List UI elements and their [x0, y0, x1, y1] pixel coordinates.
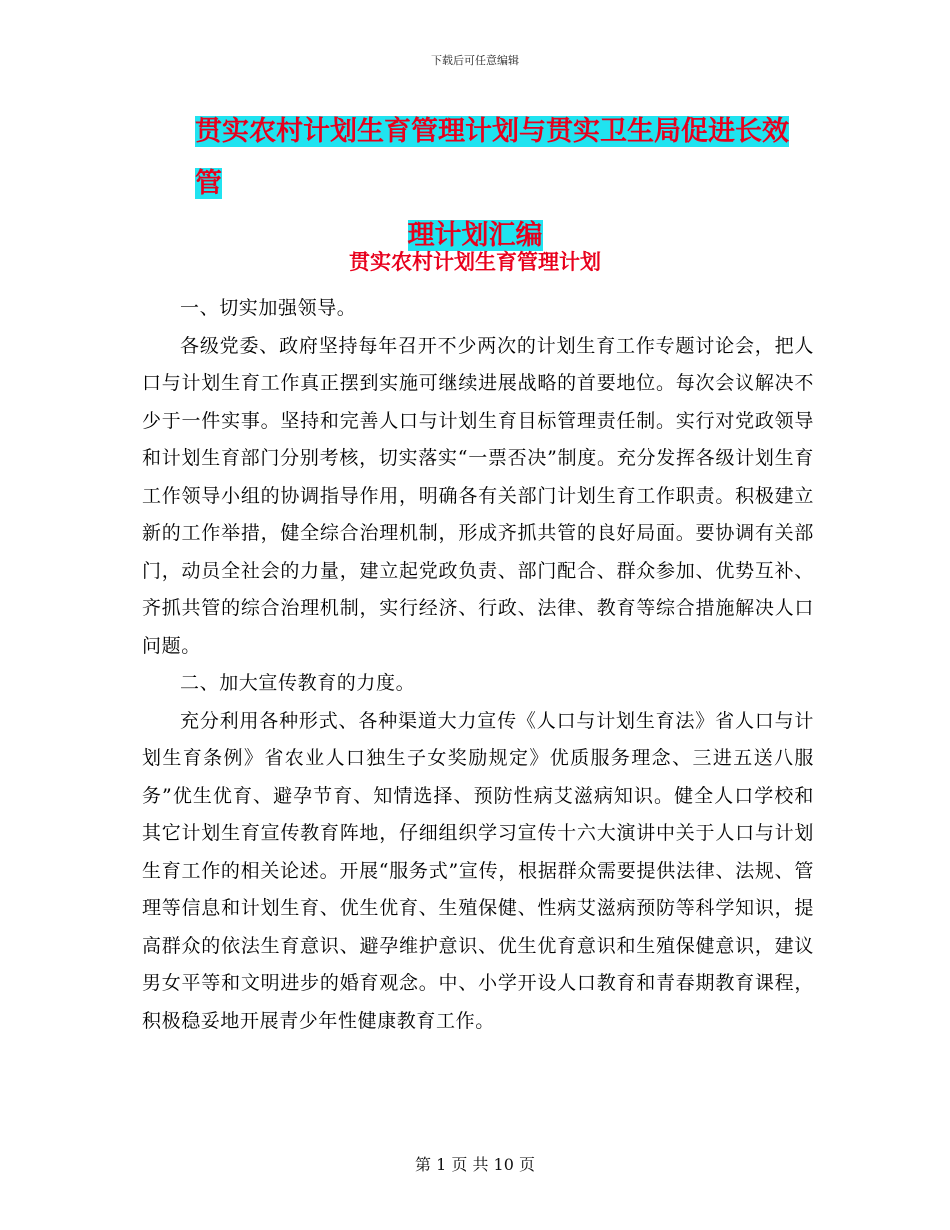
heading-paragraph-2: 二、加大宣传教育的力度。: [180, 672, 416, 694]
heading-paragraph-1: 一、切实加强领导。: [180, 297, 357, 319]
body-paragraph-2: 充分利用各种形式、各种渠道大力宣传《人口与计划生育法》省人口与计划生育条例》省农业人口独生子女奖励规定》优质服务理念、三进五送八服务”优生优育、避孕节育、知情选择、预防性病艾滋病知识。健全人口学校和其它计划生育宣传教育阵地，仔细组织学习宣传十六大演讲中关于人口与计划生育工作的相关论述。开展“服务式”宣传，根据群众需要提供法律、法规、管理等信息和计划生育、优生优育、生殖保健、性病艾滋病预防等科学知识，提高群众的依法生育意识、避孕维护意识、优生优育意识和生殖保健意识，建议男女平等和文明进步的婚育观念。中、小学开设人口教育和青春期教育课程，积极稳妥地开展青少年性健康教育工作。: [142, 709, 814, 1032]
title-line-1: [140, 106, 810, 210]
title-line-1-text: 贯实农村计划生育管理计划与贯实卫生局促进长效管: [195, 116, 789, 199]
body-paragraph-1: 各级党委、政府坚持每年召开不少两次的计划生育工作专题讨论会，把人口与计划生育工作真正摆到实施可继续进展战略的首要地位。每次会议解决不少于一件实事。坚持和完善人口与计划生育目标管理责任制。实行对党政领导和计划生育部门分别考核，切实落实“一票否决”制度。充分发挥各级计划生育工作领导小组的协调指导作用，明确各有关部门计划生育工作职责。积极建立新的工作举措，健全综合治理机制，形成齐抓共管的良好局面。要协调有关部门，动员全社会的力量，建立起党政负责、部门配合、群众参加、优势互补、齐抓共管的综合治理机制，实行经济、行政、法律、教育等综合措施解决人口问题。: [142, 334, 814, 657]
page-header-note: 下载后可任意编辑: [431, 54, 519, 67]
page-footer: 第 1 页 共 10 页: [415, 1155, 535, 1174]
document-title: [140, 106, 810, 262]
document-body: [142, 290, 814, 1040]
title-line-2-text: 理计划汇编: [407, 220, 543, 251]
section-title: 贯实农村计划生育管理计划: [349, 250, 601, 274]
